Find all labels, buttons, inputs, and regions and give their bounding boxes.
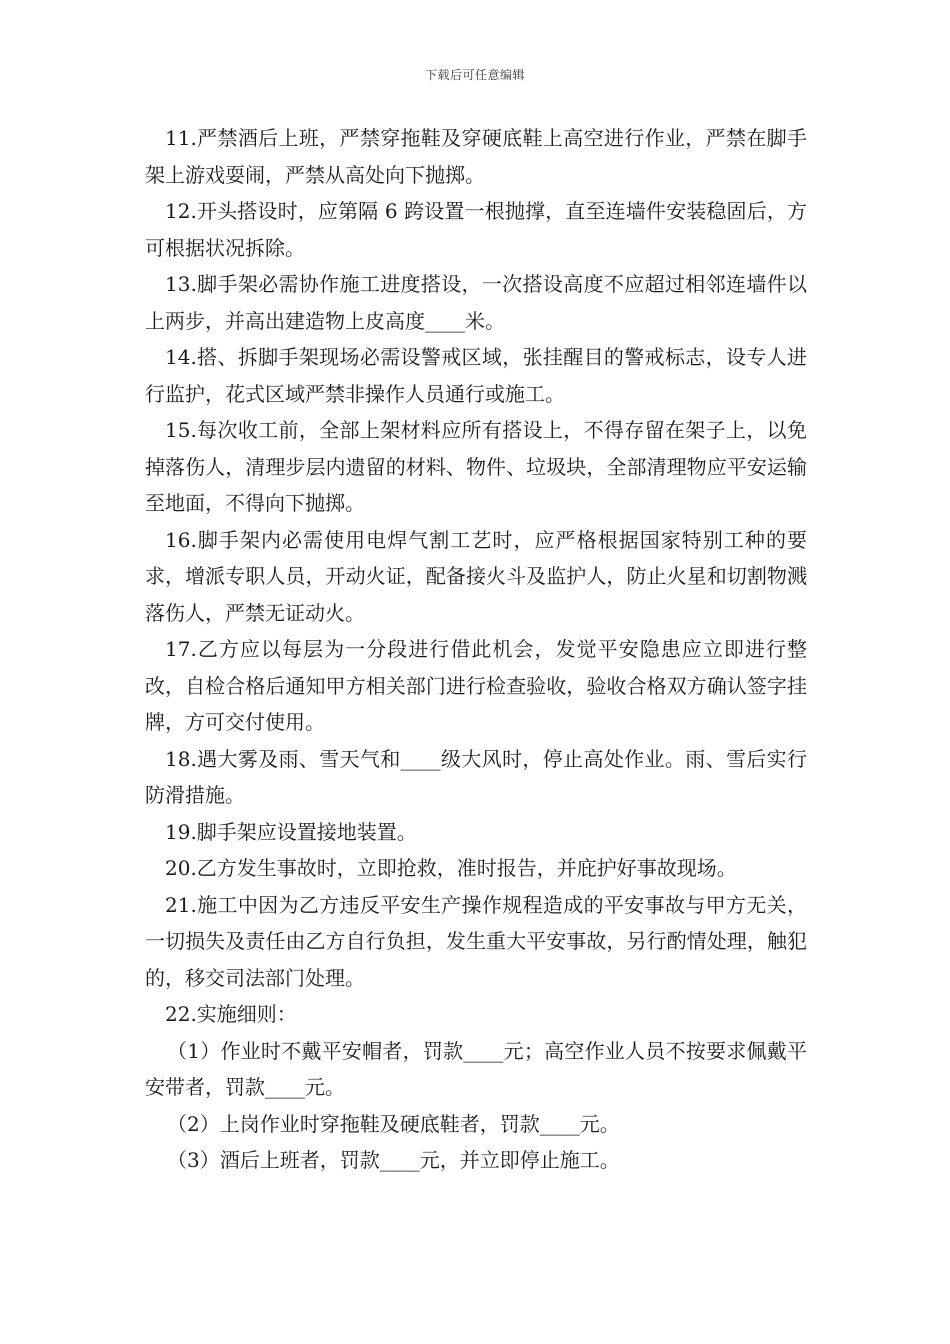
clause-20: 20.乙方发生事故时，立即抢救，准时报告，并庇护好事故现场。 — [165, 856, 737, 880]
clause-17: 17.乙方应以每层为一分段进行借此机会，发觉平安隐患应立即进行整改，自检合格后通知甲方相关部门进行检查验收，验收合格双方确认签字挂牌，方可交付使用。 — [145, 637, 807, 734]
document-body — [145, 120, 807, 1179]
clause-21: 21.施工中因为乙方违反平安生产操作规程造成的平安事故与甲方无关，一切损失及责任由乙方自行负担，发生重大平安事故，另行酌情处理，触犯的，移交司法部门处理。 — [145, 892, 807, 990]
clause-19: 19.脚手架应设置接地装置。 — [165, 819, 417, 844]
clause-16: 16.脚手架内必需使用电焊气割工艺时，应严格根据国家特别工种的要求，增派专职人员，开动火证，配备接火斗及监护人，防止火星和切割物溅落伤人，严禁无证动火。 — [145, 527, 807, 625]
clause-11: 11.严禁酒后上班，严禁穿拖鞋及穿硬底鞋上高空进行作业，严禁在脚手架上游戏耍闹，严禁从高处向下抛掷。 — [145, 126, 807, 187]
clause-13: 13.脚手架必需协作施工进度搭设，一次搭设高度不应超过相邻连墙件以上两步，并高出建造物上皮高度____米。 — [145, 272, 807, 333]
page-header: 下载后可任意编辑 — [424, 68, 525, 82]
rule-3: （3）酒后上班者，罚款____元，并立即停止施工。 — [167, 1148, 620, 1172]
clause-18: 18.遇大雾及雨、雪天气和____级大风时，停止高处作业。雨、雪后实行防滑措施。 — [145, 746, 807, 807]
rule-2: （2）上岗作业时穿拖鞋及硬底鞋者，罚款____元。 — [167, 1111, 620, 1136]
clause-22-heading: 22.实施细则： — [165, 1002, 297, 1026]
rule-1: （1）作业时不戴平安帽者，罚款____元；高空作业人员不按要求佩戴平安带者，罚款____元。 — [145, 1038, 807, 1099]
clause-14: 14.搭、拆脚手架现场必需设警戒区域，张挂醒目的警戒标志，设专人进行监护，花式区域严禁非操作人员通行或施工。 — [145, 345, 807, 406]
clause-15: 15.每次收工前，全部上架材料应所有搭设上，不得存留在架子上，以免掉落伤人，清理步层内遗留的材料、物件、垃圾块，全部清理物应平安运输至地面，不得向下抛掷。 — [145, 418, 807, 515]
clause-12: 12.开头搭设时，应第隔 6 跨设置一根抛撑，直至连墙件安装稳固后，方可根据状况拆除。 — [145, 199, 807, 260]
